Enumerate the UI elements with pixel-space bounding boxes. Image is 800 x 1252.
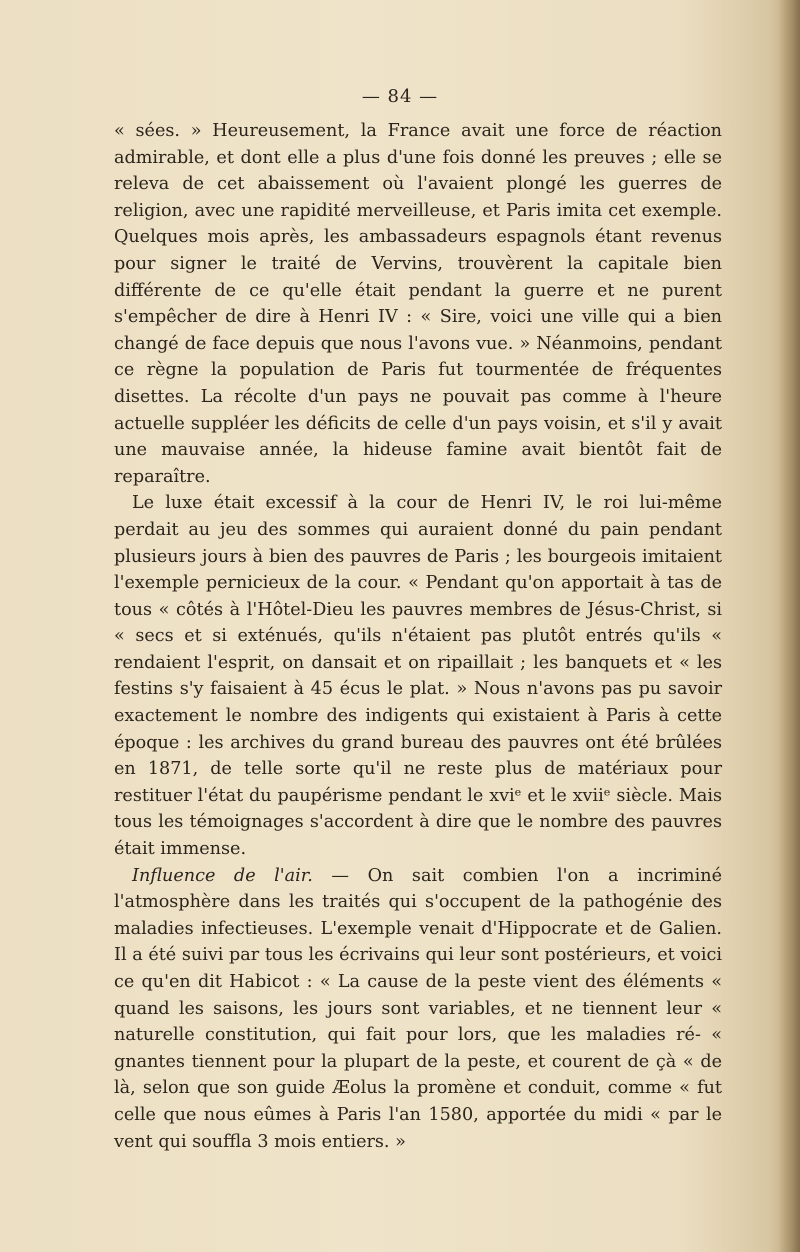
- paragraph-2: Le luxe était excessif à la cour de Henri IV, le roi lui-même perdait au jeu des sommes qui auraient donné du pain pendant plusieurs jours à bien des pauvres de Paris ; les bourgeois imitaient l'exemple pernicieux de la cour. « Pendant qu'on apportait à tas de tous « côtés à l'Hôtel-Dieu les pauvres membres de Jésus-Christ, si « secs et si exténués, qu'ils n'étaient pas plutôt entrés qu'ils « rendaient l'esprit, on dansait et on ripaillait ; les banquets et « les festins s'y faisaient à 45 écus le plat. » Nous n'avons pas pu savoir exactement le nombre des indigents qui existaient à Paris à cette époque : les archives du grand bureau des pauvres ont été brûlées en 1871, de telle sorte qu'il ne reste plus de matériaux pour restituer l'état du paupérisme pendant le xviᵉ et le xviiᵉ siècle. Mais tous les témoignages s'accordent à dire que le nombre des pauvres était immense.: [114, 493, 722, 860]
- body-text: [114, 118, 722, 1155]
- paragraph-3-text: — On sait combien l'on a incriminé l'atmosphère dans les traités qui s'occupent de la pathogénie des maladies infectieuses. L'exemple venait d'Hippocrate et de Galien. Il a été suivi par tous les écrivains qui leur sont postérieurs, et voici ce qu'en dit Habicot : « La cause de la peste vient des éléments « quand les saisons, les jours sont variables, et ne tiennent leur « naturelle constitution, qui fait pour lors, que les maladies ré- « gnantes tiennent pour la plupart de la peste, et courent de çà « de là, selon que son guide Æolus la promène et conduit, comme « fut celle que nous eûmes à Paris l'an 1580, apportée du midi « par le vent qui souffla 3 mois entiers. »: [114, 865, 722, 1152]
- section-lead: Influence de l'air.: [132, 865, 313, 886]
- paragraph-1: « sées. » Heureusement, la France avait une force de réaction admirable, et dont elle a plus d'une fois donné les preuves ; elle se releva de cet abaissement où l'avaient plongé les guerres de religion, avec une rapidité merveilleuse, et Paris imita cet exemple. Quelques mois après, les ambassadeurs espagnols étant revenus pour signer le traité de Vervins, trouvèrent la capitale bien différente de ce qu'elle était pendant la guerre et ne purent s'empêcher de dire à Henri IV : « Sire, voici une ville qui a bien changé de face depuis que nous l'avons vue. » Néanmoins, pendant ce règne la population de Paris fut tourmentée de fréquentes disettes. La récolte d'un pays ne pouvait pas comme à l'heure actuelle suppléer les déficits de celle d'un pays voisin, et s'il y avait une mauvaise année, la hideuse famine avait bientôt fait de reparaître.: [114, 121, 722, 487]
- paragraph-3: [114, 863, 722, 1156]
- page-edge-shadow: [778, 0, 800, 1252]
- page-number: — 84 —: [361, 86, 439, 107]
